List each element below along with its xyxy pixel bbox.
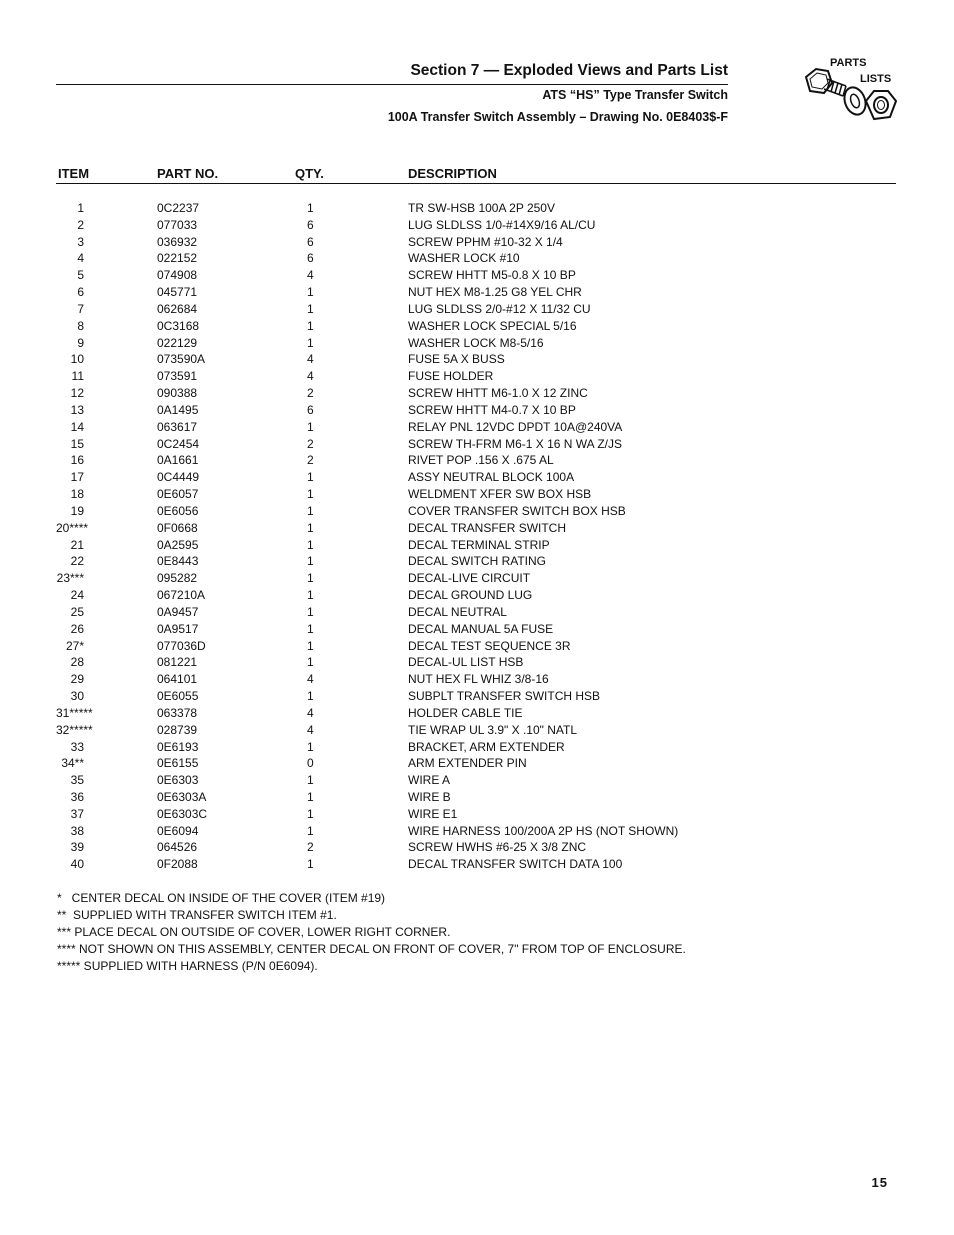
quantity: 2: [307, 436, 314, 451]
table-row: [56, 587, 856, 604]
item-number: 31*****: [56, 705, 93, 720]
part-number: 0C2237: [157, 201, 200, 215]
part-number: 0C2454: [157, 436, 200, 451]
table-row: [56, 705, 856, 722]
description: TIE WRAP UL 3.9" X .10" NATL: [408, 722, 578, 737]
parts-table: [56, 200, 856, 873]
description: WIRE B: [408, 789, 451, 804]
table-row: [56, 419, 856, 436]
quantity: 1: [307, 554, 314, 569]
table-row: [56, 621, 856, 638]
item-number: 25: [70, 604, 84, 619]
logo-word-parts: PARTS: [830, 57, 867, 69]
item-number: 13: [70, 402, 84, 417]
description: WASHER LOCK #10: [408, 251, 520, 266]
table-row: [56, 722, 856, 739]
table-row: [56, 436, 856, 453]
item-number: 40: [70, 857, 84, 872]
item-number: 28: [70, 655, 84, 670]
footnote: ***** SUPPLIED WITH HARNESS (P/N 0E6094).: [57, 959, 318, 973]
section-title: Section 7 — Exploded Views and Parts List: [410, 62, 728, 79]
part-number: 0F0668: [157, 520, 198, 535]
description: FUSE 5A X BUSS: [408, 352, 505, 367]
item-number: 37: [70, 806, 84, 821]
description: DECAL TEST SEQUENCE 3R: [408, 638, 571, 653]
description: ARM EXTENDER PIN: [408, 756, 527, 771]
part-number: 081221: [157, 655, 198, 670]
quantity: 2: [307, 840, 314, 855]
table-row: [56, 318, 856, 335]
item-number: 27*: [65, 638, 84, 653]
part-number: 063617: [157, 419, 198, 434]
part-number: 067210A: [157, 588, 206, 603]
table-header-rule: [56, 183, 896, 184]
table-row: [56, 553, 856, 570]
part-number: 0E6057: [157, 487, 199, 502]
description: WASHER LOCK M8-5/16: [408, 335, 544, 350]
document-subtitle: ATS “HS” Type Transfer Switch: [542, 88, 728, 102]
table-row: [56, 739, 856, 756]
quantity: 4: [307, 369, 314, 384]
item-number: 29: [70, 672, 84, 687]
item-number: 34**: [61, 756, 84, 771]
logo-word-lists: LISTS: [860, 73, 892, 85]
table-row: [56, 402, 856, 419]
item-number: 9: [77, 335, 84, 350]
drawing-subtitle: 100A Transfer Switch Assembly – Drawing No. 0E8403$-F: [387, 110, 728, 124]
description: DECAL-LIVE CIRCUIT: [408, 571, 531, 586]
quantity: 6: [307, 251, 314, 266]
column-header-description: DESCRIPTION: [408, 166, 497, 181]
quantity: 4: [307, 352, 314, 367]
quantity: 1: [307, 285, 314, 300]
description: WELDMENT XFER SW BOX HSB: [408, 487, 592, 502]
description: LUG SLDLSS 1/0-#14X9/16 AL/CU: [408, 217, 596, 232]
item-number: 12: [70, 386, 84, 401]
quantity: 1: [307, 335, 314, 350]
part-number: 0E6303A: [157, 789, 207, 804]
item-number: 11: [71, 369, 84, 384]
item-number: 16: [70, 453, 84, 468]
part-number: 095282: [157, 571, 198, 586]
description: SCREW HHTT M4-0.7 X 10 BP: [408, 402, 576, 417]
table-row: [56, 604, 856, 621]
description: COVER TRANSFER SWITCH BOX HSB: [408, 503, 626, 518]
item-number: 20****: [56, 520, 89, 535]
part-number: 0E6056: [157, 503, 199, 518]
description: RIVET POP .156 X .675 AL: [408, 453, 554, 468]
quantity: 1: [307, 621, 314, 636]
item-number: 3: [77, 234, 84, 249]
description: WIRE E1: [408, 806, 458, 821]
header-rule: [56, 84, 728, 85]
quantity: 1: [307, 318, 314, 333]
part-number: 0E6155: [157, 756, 199, 771]
part-number: 0E8443: [157, 554, 199, 569]
quantity: 1: [307, 739, 314, 754]
item-number: 1: [77, 201, 84, 215]
description: HOLDER CABLE TIE: [408, 705, 523, 720]
quantity: 1: [307, 655, 314, 670]
table-row: [56, 284, 856, 301]
item-number: 36: [70, 789, 84, 804]
description: RELAY PNL 12VDC DPDT 10A@240VA: [408, 419, 623, 434]
part-number: 073590A: [157, 352, 206, 367]
description: SCREW HWHS #6-25 X 3/8 ZNC: [408, 840, 587, 855]
description: FUSE HOLDER: [408, 369, 494, 384]
table-row: [56, 250, 856, 267]
item-number: 8: [77, 318, 84, 333]
page-number: 15: [871, 1175, 888, 1190]
quantity: 2: [307, 453, 314, 468]
item-number: 18: [70, 487, 84, 502]
footnote: **** NOT SHOWN ON THIS ASSEMBLY, CENTER DECAL ON FRONT OF COVER, 7" FROM TOP OF ENCLOSURE.: [57, 942, 686, 956]
quantity: 1: [307, 588, 314, 603]
item-number: 30: [70, 689, 84, 704]
part-number: 022129: [157, 335, 198, 350]
quantity: 1: [307, 689, 314, 704]
part-number: 0F2088: [157, 857, 198, 872]
description: WIRE A: [408, 773, 451, 788]
description: SCREW HHTT M6-1.0 X 12 ZINC: [408, 386, 588, 401]
description: DECAL NEUTRAL: [408, 604, 507, 619]
part-number: 0A2595: [157, 537, 199, 552]
description: DECAL TRANSFER SWITCH: [408, 520, 567, 535]
table-row: [56, 486, 856, 503]
description: WIRE HARNESS 100/200A 2P HS (NOT SHOWN): [408, 823, 679, 838]
part-number: 064526: [157, 840, 198, 855]
table-row: [56, 755, 856, 772]
part-number: 0A9457: [157, 604, 199, 619]
item-number: 33: [70, 739, 84, 754]
quantity: 6: [307, 402, 314, 417]
table-row: [56, 638, 856, 655]
part-number: 0A9517: [157, 621, 199, 636]
description: BRACKET, ARM EXTENDER: [408, 739, 565, 754]
quantity: 1: [307, 487, 314, 502]
quantity: 1: [307, 857, 314, 872]
quantity: 1: [307, 773, 314, 788]
description: NUT HEX M8-1.25 G8 YEL CHR: [408, 285, 582, 300]
part-number: 074908: [157, 268, 198, 283]
table-row: [56, 823, 856, 840]
table-row: [56, 654, 856, 671]
part-number: 0E6055: [157, 689, 199, 704]
quantity: 1: [307, 789, 314, 804]
item-number: 14: [70, 419, 84, 434]
item-number: 24: [70, 588, 84, 603]
table-row: [56, 806, 856, 823]
part-number: 077033: [157, 217, 198, 232]
footnotes: [57, 890, 686, 975]
part-number: 0E6094: [157, 823, 199, 838]
footnote: * CENTER DECAL ON INSIDE OF THE COVER (ITEM #19): [57, 891, 386, 905]
description: DECAL TERMINAL STRIP: [408, 537, 550, 552]
quantity: 1: [307, 503, 314, 518]
description: DECAL TRANSFER SWITCH DATA 100: [408, 857, 623, 872]
table-row: [56, 200, 856, 217]
description: SCREW HHTT M5-0.8 X 10 BP: [408, 268, 576, 283]
part-number: 064101: [157, 672, 198, 687]
item-number: 17: [70, 470, 84, 485]
description: DECAL MANUAL 5A FUSE: [408, 621, 554, 636]
part-number: 022152: [157, 251, 198, 266]
footnote: *** PLACE DECAL ON OUTSIDE OF COVER, LOWER RIGHT CORNER.: [57, 925, 451, 939]
quantity: 1: [307, 823, 314, 838]
item-number: 26: [70, 621, 84, 636]
item-number: 38: [70, 823, 84, 838]
table-row: [56, 385, 856, 402]
description: ASSY NEUTRAL BLOCK 100A: [408, 470, 575, 485]
part-number: 0E6303C: [157, 806, 208, 821]
description: SCREW TH-FRM M6-1 X 16 N WA Z/JS: [408, 436, 623, 451]
part-number: 045771: [157, 285, 198, 300]
table-row: [56, 688, 856, 705]
item-number: 2: [77, 217, 84, 232]
table-row: [56, 789, 856, 806]
item-number: 32*****: [56, 722, 93, 737]
item-number: 35: [70, 773, 84, 788]
table-row: [56, 772, 856, 789]
table-row: [56, 234, 856, 251]
table-row: [56, 368, 856, 385]
quantity: 0: [307, 756, 314, 771]
table-row: [56, 520, 856, 537]
item-number: 5: [77, 268, 84, 283]
table-row: [56, 351, 856, 368]
item-number: 39: [70, 840, 84, 855]
item-number: 10: [70, 352, 84, 367]
quantity: 1: [307, 520, 314, 535]
quantity: 4: [307, 672, 314, 687]
table-row: [56, 856, 856, 873]
table-row: [56, 335, 856, 352]
quantity: 1: [307, 638, 314, 653]
table-row: [56, 570, 856, 587]
quantity: 1: [307, 604, 314, 619]
item-number: 19: [70, 503, 84, 518]
part-number: 0A1661: [157, 453, 199, 468]
description: WASHER LOCK SPECIAL 5/16: [408, 318, 577, 333]
column-header-item: ITEM: [58, 166, 90, 181]
table-row: [56, 537, 856, 554]
table-row: [56, 671, 856, 688]
part-number: 0E6303: [157, 773, 199, 788]
table-row: [56, 839, 856, 856]
quantity: 1: [307, 571, 314, 586]
quantity: 1: [307, 806, 314, 821]
part-number: 090388: [157, 386, 198, 401]
quantity: 6: [307, 217, 314, 232]
table-row: [56, 503, 856, 520]
description: SCREW PPHM #10-32 X 1/4: [408, 234, 563, 249]
table-row: [56, 452, 856, 469]
table-row: [56, 469, 856, 486]
description: DECAL-UL LIST HSB: [408, 655, 524, 670]
quantity: 1: [307, 537, 314, 552]
quantity: 1: [307, 470, 314, 485]
item-number: 4: [77, 251, 84, 266]
item-number: 15: [70, 436, 84, 451]
description: DECAL SWITCH RATING: [408, 554, 547, 569]
quantity: 4: [307, 268, 314, 283]
part-number: 0C4449: [157, 470, 200, 485]
quantity: 6: [307, 234, 314, 249]
item-number: 22: [70, 554, 84, 569]
part-number: 073591: [157, 369, 198, 384]
part-number: 062684: [157, 301, 198, 316]
quantity: 2: [307, 386, 314, 401]
quantity: 1: [307, 419, 314, 434]
table-row: [56, 217, 856, 234]
parts-lists-logo: [800, 55, 900, 133]
part-number: 036932: [157, 234, 198, 249]
description: LUG SLDLSS 2/0-#12 X 11/32 CU: [408, 301, 591, 316]
part-number: 063378: [157, 705, 198, 720]
column-header-qty: QTY.: [295, 166, 324, 181]
item-number: 23***: [56, 571, 84, 586]
part-number: 028739: [157, 722, 198, 737]
part-number: 077036D: [157, 638, 206, 653]
table-row: [56, 301, 856, 318]
column-header-part-no: PART NO.: [157, 166, 219, 181]
item-number: 6: [77, 285, 84, 300]
description: TR SW-HSB 100A 2P 250V: [408, 201, 555, 215]
quantity: 4: [307, 722, 314, 737]
item-number: 21: [70, 537, 84, 552]
quantity: 4: [307, 705, 314, 720]
description: DECAL GROUND LUG: [408, 588, 533, 603]
table-row: [56, 267, 856, 284]
quantity: 1: [307, 201, 314, 215]
item-number: 7: [77, 301, 84, 316]
part-number: 0A1495: [157, 402, 199, 417]
description: SUBPLT TRANSFER SWITCH HSB: [408, 689, 601, 704]
part-number: 0E6193: [157, 739, 199, 754]
description: NUT HEX FL WHIZ 3/8-16: [408, 672, 549, 687]
quantity: 1: [307, 301, 314, 316]
part-number: 0C3168: [157, 318, 200, 333]
footnote: ** SUPPLIED WITH TRANSFER SWITCH ITEM #1.: [57, 908, 337, 922]
